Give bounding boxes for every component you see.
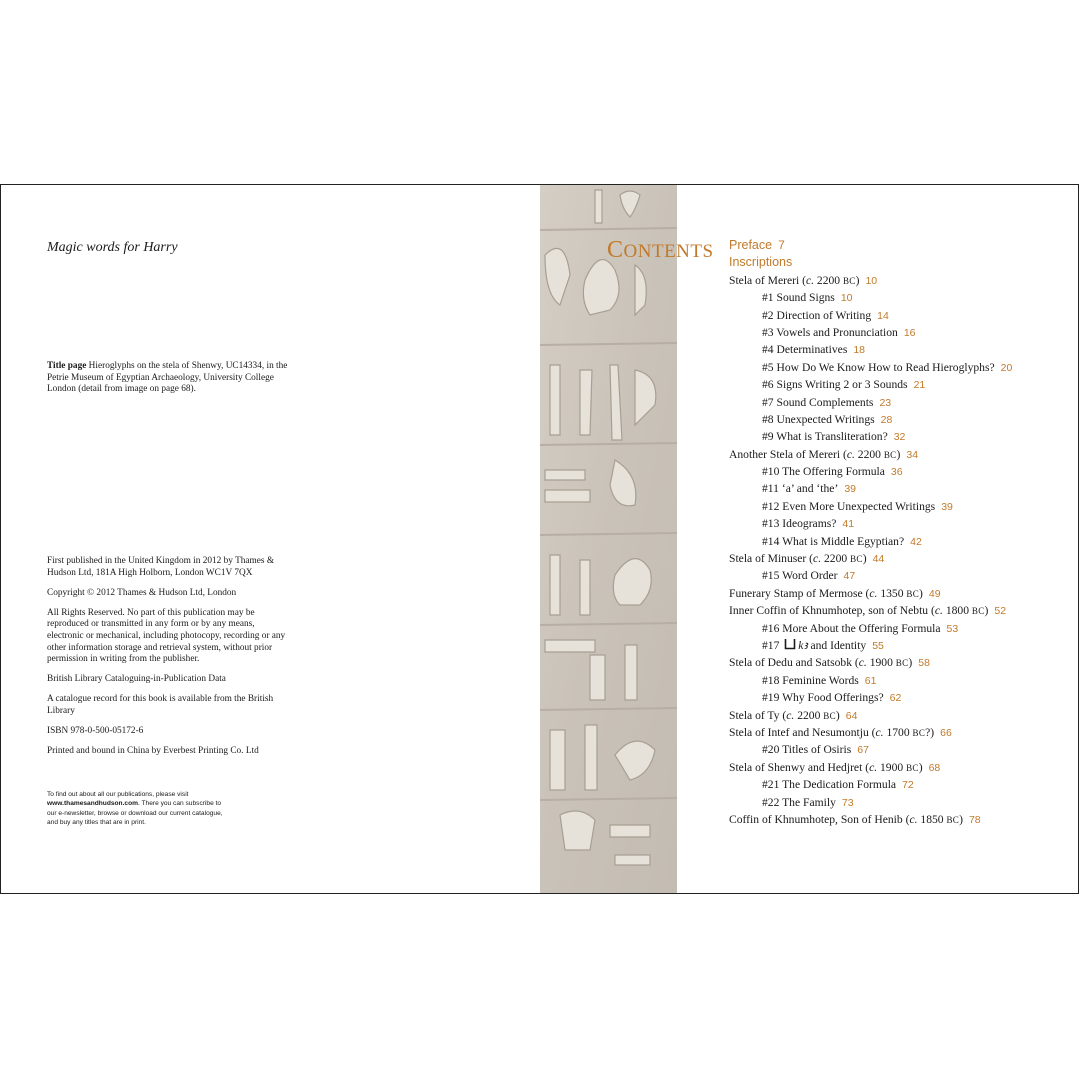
toc-entry[interactable]: [729, 811, 1074, 828]
toc-era: BC: [912, 727, 926, 738]
toc-subentry[interactable]: [729, 637, 1074, 654]
toc-close: ): [855, 273, 860, 287]
toc-sub-label: What is Transliteration?: [776, 430, 888, 444]
web-line-2-text: . There you can subscribe to: [137, 800, 222, 808]
toc-entry-label: Coffin of Khnumhotep, Son of Henib (: [729, 812, 910, 826]
toc-sub-label: Direction of Writing: [776, 308, 872, 322]
toc-page-number: 68: [928, 761, 941, 774]
toc-sub-label: Titles of Osiris: [782, 743, 852, 757]
toc-page-number: 10: [865, 274, 878, 287]
ka-arms-hieroglyph-icon: [784, 639, 796, 650]
toc-sub-number: #2: [762, 308, 774, 322]
toc-page-number: 73: [841, 796, 854, 809]
toc-close: ): [862, 552, 867, 566]
toc-page-number: 67: [857, 744, 869, 757]
toc-entry[interactable]: [729, 550, 1074, 567]
toc-circa: c.: [846, 447, 855, 461]
toc-circa: c.: [934, 604, 943, 618]
toc-page-number: 44: [872, 553, 885, 566]
dedication: Magic words for Harry: [47, 240, 178, 255]
toc-page-number: 28: [880, 413, 893, 426]
toc-sub-number: #1: [762, 291, 774, 305]
toc-sub-number: #11: [762, 482, 779, 496]
toc-sub-label: More About the Offering Formula: [782, 621, 941, 635]
toc-era: BC: [895, 658, 909, 669]
toc-page-number: 21: [913, 379, 926, 392]
imprint-rights: All Rights Reserved. No part of this publication may be reproduced or transmitted in any form or by any means, electronic or mechanical, including photocopy, recording or any other information storage and retrieval system, without prior permission in writing from the publisher.: [47, 607, 286, 665]
toc-sub-number: #22: [762, 795, 780, 809]
toc-era: BC: [850, 554, 863, 565]
toc-close: ?): [925, 725, 935, 739]
toc-subentry[interactable]: [729, 411, 1074, 428]
toc-circa: c.: [858, 656, 867, 670]
toc-close: ): [896, 447, 901, 461]
toc-sub-number: #10: [762, 465, 780, 479]
contents-heading-rest: ONTENTS: [623, 241, 714, 262]
toc-date: 2200: [821, 552, 851, 566]
toc-close: ): [918, 760, 923, 774]
toc-sub-label: Unexpected Writings: [776, 412, 875, 426]
imprint-catalogue: A catalogue record for this book is available from the British Library: [47, 694, 274, 716]
toc-close: ): [984, 604, 989, 618]
toc-date: 1700: [883, 725, 913, 739]
toc-circa: c.: [869, 760, 878, 774]
toc-page-number: 34: [906, 448, 919, 461]
toc-subentry[interactable]: [729, 741, 1074, 758]
toc-section-label: Preface: [729, 238, 773, 252]
web-line-4: and buy any titles that are in print.: [47, 818, 146, 826]
toc-sub-label: Why Food Offerings?: [782, 691, 884, 705]
toc-date: 1900: [866, 656, 896, 670]
toc-close: ): [959, 812, 963, 826]
toc-subentry[interactable]: [729, 324, 1074, 341]
toc-sub-label: Word Order: [782, 569, 838, 583]
toc-sub-label: Sound Signs: [776, 291, 835, 305]
toc-close: ): [919, 586, 923, 600]
toc-close: ): [908, 656, 913, 670]
toc-entry-label: Stela of Intef and Nesumontju (: [729, 725, 876, 739]
toc-subentry[interactable]: [729, 620, 1074, 637]
toc-entry[interactable]: [729, 602, 1074, 619]
toc-entry-label: Another Stela of Mereri (: [729, 447, 847, 461]
toc-subentry[interactable]: [729, 689, 1074, 706]
toc-sub-number: #9: [762, 430, 774, 444]
toc-page-number: 10: [840, 292, 853, 305]
toc-subentry[interactable]: [729, 776, 1074, 793]
toc-page-number: 7: [778, 238, 785, 252]
toc-sub-number: #18: [762, 673, 780, 687]
toc-page-number: 16: [903, 326, 916, 339]
toc-sub-label: The Dedication Formula: [782, 778, 897, 792]
web-line-3: our e-newsletter, browse or download our current catalogue,: [47, 809, 223, 817]
toc-circa: c.: [875, 725, 884, 739]
toc-era: BC: [906, 588, 920, 599]
toc-page-number: 47: [843, 570, 856, 583]
toc-subentry[interactable]: [729, 567, 1074, 584]
toc-circa: c.: [786, 708, 795, 722]
toc-sub-label: What is Middle Egyptian?: [782, 534, 905, 548]
toc-subentry[interactable]: [729, 533, 1074, 550]
contents-heading-initial: C: [607, 237, 624, 263]
imprint-copyright: Copyright © 2012 Thames & Hudson Ltd, London: [47, 587, 237, 598]
toc-era: BC: [971, 606, 985, 617]
toc-entry-label: Funerary Stamp of Mermose (: [729, 586, 870, 600]
toc-circa: c.: [869, 586, 878, 600]
toc-subentry[interactable]: [729, 341, 1074, 358]
toc-sub-number: #13: [762, 517, 780, 531]
contents-heading: [607, 237, 714, 264]
toc-entry[interactable]: [729, 272, 1074, 289]
toc-sub-label: Determinatives: [776, 343, 848, 357]
toc-era: BC: [842, 275, 856, 286]
caption-text: Hieroglyphs on the stela of Shenwy, UC14334, in the Petrie Museum of Egyptian Archaeology, University College London (detail from image on page 68).: [47, 361, 288, 395]
toc-page-number: 66: [940, 726, 952, 739]
imprint-printer: Printed and bound in China by Everbest Printing Co. Ltd: [47, 746, 259, 757]
toc-sub-label: How Do We Know How to Read Hieroglyphs?: [776, 360, 995, 374]
toc-date: 2200: [794, 708, 824, 722]
toc-entry[interactable]: [729, 654, 1074, 671]
imprint-first-published: First published in the United Kingdom in 2012 by Thames & Hudson Ltd, 181A High Holborn, London WC1V 7QX: [47, 556, 275, 578]
toc-sub-label: Signs Writing 2 or 3 Sounds: [776, 378, 908, 392]
toc-page-number: 42: [910, 535, 922, 548]
toc-entry[interactable]: [729, 759, 1074, 776]
toc-page-number: 61: [864, 674, 877, 687]
imprint-isbn: ISBN 978-0-500-05172-6: [47, 726, 144, 737]
toc-entry-label: Stela of Ty (: [729, 708, 787, 722]
toc-sub-label: Feminine Words: [782, 673, 859, 687]
web-line-1: To find out about all our publications, please visit: [47, 791, 189, 798]
toc-subentry[interactable]: [729, 307, 1074, 324]
toc-sub-label: Even More Unexpected Writings: [782, 499, 936, 513]
toc-subentry[interactable]: [729, 289, 1074, 306]
toc-page-number: 39: [941, 500, 953, 513]
toc-entry-label: Stela of Mereri (: [729, 273, 806, 287]
toc-date: 1800: [942, 604, 972, 618]
toc-era: BC: [823, 710, 836, 721]
toc-page-number: 58: [918, 657, 930, 670]
toc-circa: c.: [909, 812, 918, 826]
web-line-2: [47, 799, 297, 808]
toc-page-number: 32: [893, 431, 906, 444]
toc-sub-label: ‘a’ and ‘the’: [781, 482, 839, 496]
toc-entry-label: Stela of Minuser (: [729, 552, 814, 566]
toc-sub-number: #19: [762, 691, 780, 705]
toc-sub-label: and Identity: [807, 638, 867, 652]
toc-sub-number: #5: [762, 360, 774, 374]
toc-date: 1350: [877, 586, 907, 600]
toc-circa: c.: [805, 273, 814, 287]
toc-sub-label: Ideograms?: [782, 517, 837, 531]
toc-page-number: 41: [842, 518, 855, 531]
toc-ka-transliteration: kꜣ: [798, 638, 808, 652]
toc-sub-number: #4: [762, 343, 774, 357]
toc-page-number: 20: [1000, 361, 1013, 374]
imprint-cip: British Library Cataloguing-in-Publication Data: [47, 674, 226, 685]
toc-sub-number: #14: [762, 534, 780, 548]
toc-era: BC: [946, 814, 960, 825]
toc-subentry[interactable]: [729, 428, 1074, 445]
table-of-contents: [729, 237, 1074, 828]
caption-label: Title page: [47, 361, 87, 371]
toc-date: 2200: [854, 447, 884, 461]
toc-sub-number: #20: [762, 743, 780, 757]
book-spread: [0, 184, 1079, 894]
toc-section-label: Inscriptions: [729, 255, 793, 270]
toc-subentry[interactable]: [729, 498, 1074, 515]
toc-page-number: 78: [968, 813, 981, 826]
left-page: [1, 185, 539, 893]
toc-page-number: 18: [853, 344, 866, 357]
toc-close: ): [835, 708, 840, 722]
toc-page-number: 72: [902, 779, 914, 792]
toc-date: 1900: [877, 760, 907, 774]
imprint-block: [47, 556, 292, 766]
toc-page-number: 55: [872, 639, 884, 652]
toc-subentry[interactable]: [729, 672, 1074, 689]
web-site-link[interactable]: www.thamesandhudson.com: [47, 800, 138, 808]
toc-page-number: 53: [946, 622, 959, 635]
title-page-caption: [47, 361, 297, 396]
toc-subentry[interactable]: [729, 794, 1074, 811]
toc-subentry[interactable]: [729, 480, 1074, 497]
toc-sub-number: #15: [762, 569, 780, 583]
toc-entry[interactable]: [729, 724, 1074, 741]
toc-entry[interactable]: [729, 446, 1074, 463]
toc-section[interactable]: [729, 237, 1074, 254]
toc-sub-label: The Family: [782, 795, 836, 809]
toc-era: BC: [883, 449, 897, 460]
hieroglyph-relief-image: [540, 185, 677, 893]
toc-subentry[interactable]: [729, 359, 1074, 376]
toc-page-number: 36: [890, 466, 903, 479]
hieroglyph-image-strip: [540, 185, 677, 893]
toc-sub-label: Vowels and Pronunciation: [776, 325, 898, 339]
toc-page-number: 49: [928, 587, 941, 600]
toc-page-number: 23: [879, 396, 892, 409]
toc-subentry[interactable]: [729, 376, 1074, 393]
toc-page-number: 64: [845, 709, 858, 722]
toc-page-number: 52: [994, 605, 1007, 618]
toc-sub-number: #21: [762, 778, 780, 792]
toc-era: BC: [906, 762, 919, 773]
toc-page-number: 62: [889, 692, 902, 705]
toc-entry-label: Stela of Dedu and Satsobk (: [729, 656, 859, 670]
web-info: [47, 790, 297, 827]
toc-sub-number: #16: [762, 621, 780, 635]
toc-sub-number: #6: [762, 378, 774, 392]
toc-sub-number: #7: [762, 395, 774, 409]
toc-subentry[interactable]: [729, 463, 1074, 480]
toc-entry[interactable]: [729, 585, 1074, 602]
toc-entry-label: Inner Coffin of Khnumhotep, son of Nebtu (: [729, 604, 935, 618]
toc-page-number: 14: [877, 309, 889, 322]
toc-entry[interactable]: [729, 707, 1074, 724]
toc-sub-number: #8: [762, 412, 774, 426]
toc-sub-label: Sound Complements: [776, 395, 874, 409]
toc-sub-number: #17: [762, 638, 780, 652]
toc-date: 1850: [917, 812, 947, 826]
toc-sub-number: #3: [762, 325, 774, 339]
toc-date: 2200: [814, 273, 843, 287]
toc-sub-label: The Offering Formula: [782, 465, 885, 479]
toc-entry-label: Stela of Shenwy and Hedjret (: [729, 760, 870, 774]
toc-circa: c.: [813, 552, 822, 566]
toc-subentry[interactable]: [729, 394, 1074, 411]
toc-section[interactable]: [729, 254, 1074, 271]
toc-page-number: 39: [844, 483, 856, 496]
toc-sub-number: #12: [762, 499, 780, 513]
toc-subentry[interactable]: [729, 515, 1074, 532]
